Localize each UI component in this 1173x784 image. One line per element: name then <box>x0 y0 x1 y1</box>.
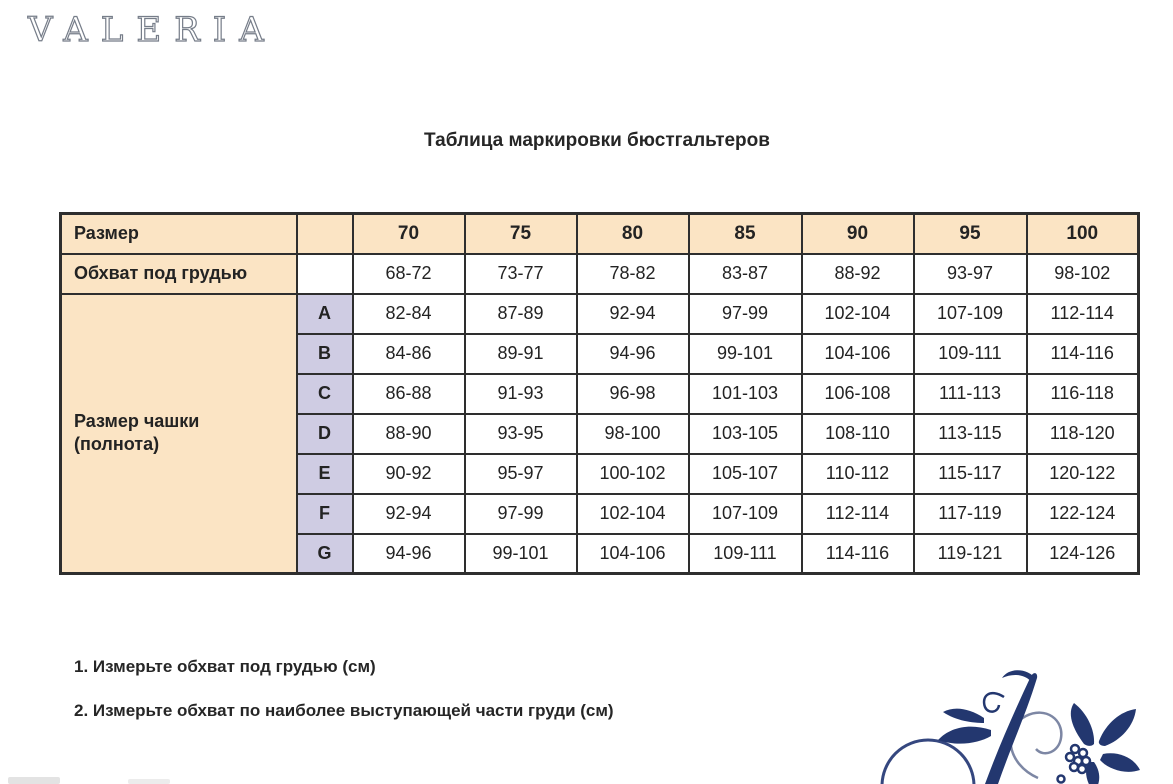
instruction-step-2: 2. Измерьте обхват по наиболее выступающей части груди (см) <box>74 701 614 720</box>
flower-petal <box>1099 709 1136 746</box>
cup-value: 102-104 <box>802 294 914 334</box>
cup-value: 102-104 <box>577 494 689 534</box>
cup-value: 97-99 <box>689 294 802 334</box>
cup-value: 116-118 <box>1027 374 1139 414</box>
cup-value: 95-97 <box>465 454 577 494</box>
cup-value: 101-103 <box>689 374 802 414</box>
cup-value: 96-98 <box>577 374 689 414</box>
cup-size-label-line2: (полнота) <box>74 434 160 455</box>
cup-value: 115-117 <box>914 454 1027 494</box>
page-title: Таблица маркировки бюстгальтеров <box>424 130 770 151</box>
cup-size-label <box>61 294 297 574</box>
size-col-header: 75 <box>465 214 577 254</box>
underbust-row-label: Обхват под грудью <box>61 254 297 294</box>
size-row-label: Размер <box>61 214 297 254</box>
cup-value: 88-90 <box>353 414 465 454</box>
leaf <box>938 727 991 744</box>
cup-letter: E <box>297 454 353 494</box>
berry-cluster <box>1058 745 1091 783</box>
cup-value: 84-86 <box>353 334 465 374</box>
cup-value: 112-114 <box>1027 294 1139 334</box>
leaf <box>943 709 984 723</box>
underbust-value: 98-102 <box>1027 254 1139 294</box>
cup-value: 92-94 <box>577 294 689 334</box>
cup-value: 89-91 <box>465 334 577 374</box>
cup-letter: B <box>297 334 353 374</box>
cup-value: 107-109 <box>914 294 1027 334</box>
floral-ornament-graphic <box>878 666 1150 784</box>
size-col-header: 95 <box>914 214 1027 254</box>
brand-logo: VALERIA <box>28 10 277 50</box>
cup-value: 124-126 <box>1027 534 1139 574</box>
cup-letter: C <box>297 374 353 414</box>
cup-value: 118-120 <box>1027 414 1139 454</box>
cup-value: 106-108 <box>802 374 914 414</box>
cup-value: 117-119 <box>914 494 1027 534</box>
cup-value: 108-110 <box>802 414 914 454</box>
size-col-header: 100 <box>1027 214 1139 254</box>
table-row-underbust <box>61 254 1139 294</box>
cup-value: 94-96 <box>577 334 689 374</box>
cup-letter: G <box>297 534 353 574</box>
cropped-text-fragment <box>8 777 60 784</box>
cup-value: 105-107 <box>689 454 802 494</box>
cup-value: 113-115 <box>914 414 1027 454</box>
cup-value: 114-116 <box>1027 334 1139 374</box>
table-row-size <box>61 214 1139 254</box>
cup-value: 87-89 <box>465 294 577 334</box>
cup-value: 114-116 <box>802 534 914 574</box>
empty-cell <box>297 254 353 294</box>
cup-letter: D <box>297 414 353 454</box>
cup-value: 104-106 <box>577 534 689 574</box>
size-col-header: 85 <box>689 214 802 254</box>
cup-value: 93-95 <box>465 414 577 454</box>
cup-letter: A <box>297 294 353 334</box>
bra-size-table <box>59 212 1140 575</box>
underbust-value: 83-87 <box>689 254 802 294</box>
underbust-value: 93-97 <box>914 254 1027 294</box>
empty-cell <box>297 214 353 254</box>
cup-value: 109-111 <box>914 334 1027 374</box>
instruction-step-1: 1. Измерьте обхват под грудью (см) <box>74 657 376 676</box>
size-col-header: 70 <box>353 214 465 254</box>
measurement-instructions <box>74 655 614 743</box>
cup-value: 92-94 <box>353 494 465 534</box>
cropped-text-fragment <box>128 779 170 784</box>
cup-value: 111-113 <box>914 374 1027 414</box>
cup-value: 90-92 <box>353 454 465 494</box>
stem <box>985 673 1037 784</box>
cup-letter: F <box>297 494 353 534</box>
cup-value: 91-93 <box>465 374 577 414</box>
cup-value: 109-111 <box>689 534 802 574</box>
underbust-value: 68-72 <box>353 254 465 294</box>
cup-value: 82-84 <box>353 294 465 334</box>
cup-value: 122-124 <box>1027 494 1139 534</box>
table-row-cup-a <box>61 294 1139 334</box>
cup-size-label-line1: Размер чашки <box>74 411 200 432</box>
cup-value: 97-99 <box>465 494 577 534</box>
cup-value: 110-112 <box>802 454 914 494</box>
cup-value: 98-100 <box>577 414 689 454</box>
cup-value: 99-101 <box>465 534 577 574</box>
size-col-header: 80 <box>577 214 689 254</box>
cup-value: 86-88 <box>353 374 465 414</box>
cup-value: 119-121 <box>914 534 1027 574</box>
cup-value: 100-102 <box>577 454 689 494</box>
cup-value: 103-105 <box>689 414 802 454</box>
underbust-value: 88-92 <box>802 254 914 294</box>
cup-value: 107-109 <box>689 494 802 534</box>
underbust-value: 78-82 <box>577 254 689 294</box>
flower-petal <box>1071 703 1094 746</box>
underbust-value: 73-77 <box>465 254 577 294</box>
cup-value: 112-114 <box>802 494 914 534</box>
swirl-circle <box>882 740 974 784</box>
size-col-header: 90 <box>802 214 914 254</box>
stem-curl <box>1002 670 1036 683</box>
flower-petal <box>1100 753 1140 772</box>
cup-value: 94-96 <box>353 534 465 574</box>
cup-value: 99-101 <box>689 334 802 374</box>
cup-value: 104-106 <box>802 334 914 374</box>
cup-value: 120-122 <box>1027 454 1139 494</box>
small-curl <box>984 693 1004 712</box>
